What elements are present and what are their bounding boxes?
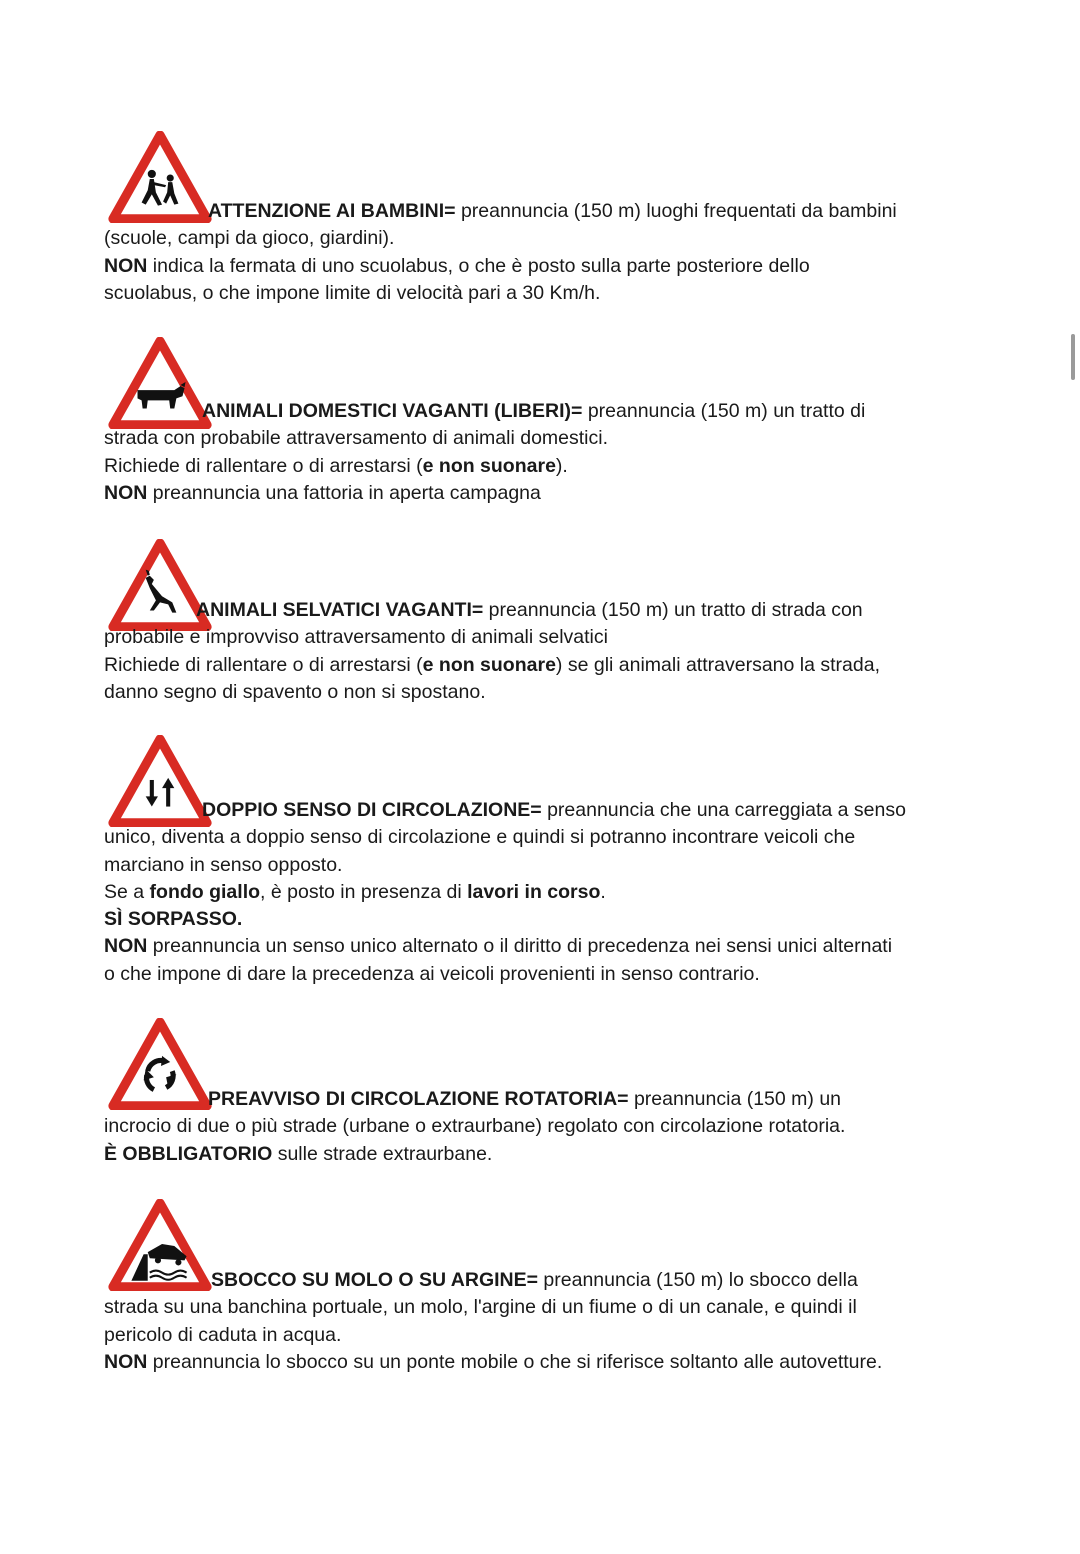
text-line bbox=[104, 398, 865, 425]
text-run: danno segno di spavento o non si spostano. bbox=[104, 680, 486, 703]
text-run: sulle strade extraurbane. bbox=[272, 1142, 493, 1165]
text-run: o che impone di dare la precedenza ai veicoli provenienti in senso contrario. bbox=[104, 962, 760, 985]
text-run: strada su una banchina portuale, un molo, l'argine di un fiume o di un canale, e quindi il bbox=[104, 1296, 857, 1319]
bold-text: ANIMALI SELVATICI VAGANTI= bbox=[196, 599, 484, 621]
text-run: preannuncia (150 m) un bbox=[628, 1088, 842, 1110]
text-run: scuolabus, o che impone limite di velocità pari a 30 Km/h. bbox=[104, 281, 601, 304]
text-line bbox=[104, 1086, 845, 1113]
section-roundabout-text bbox=[104, 1086, 845, 1168]
text-line bbox=[104, 1322, 882, 1349]
text-run: unico, diventa a doppio senso di circolazione e quindi si potranno incontrare veicoli che bbox=[104, 826, 856, 849]
bold-text: NON bbox=[104, 254, 148, 277]
text-line bbox=[104, 679, 880, 706]
text-line bbox=[104, 652, 880, 679]
text-line bbox=[104, 198, 897, 225]
section-domestic-animals-text bbox=[104, 398, 865, 507]
bold-text: PREAVVISO DI CIRCOLAZIONE ROTATORIA= bbox=[208, 1088, 629, 1110]
text-run: Richiede di rallentare o di arrestarsi ( bbox=[104, 454, 423, 477]
text-line bbox=[104, 961, 906, 988]
text-run: (scuole, campi da gioco, giardini). bbox=[104, 227, 395, 250]
text-line bbox=[104, 824, 906, 851]
text-run: probabile e improvviso attraversamento di animali selvatici bbox=[104, 626, 608, 649]
text-run: pericolo di caduta in acqua. bbox=[104, 1323, 342, 1346]
text-line bbox=[104, 453, 865, 480]
section-children-text bbox=[104, 198, 897, 307]
text-run: . bbox=[600, 880, 606, 903]
text-line bbox=[104, 225, 897, 252]
text-run: ) se gli animali attraversano la strada, bbox=[555, 653, 880, 676]
text-line bbox=[104, 852, 906, 879]
bold-text: fondo giallo bbox=[149, 880, 261, 903]
text-run: preannuncia (150 m) un tratto di strada con bbox=[483, 599, 863, 621]
bold-text: NON bbox=[104, 1350, 148, 1373]
text-line bbox=[104, 425, 865, 452]
bold-text: È OBBLIGATORIO bbox=[104, 1142, 273, 1165]
text-run: strada con probabile attraversamento di animali domestici. bbox=[104, 427, 609, 450]
text-line bbox=[104, 1349, 882, 1376]
text-run: preannuncia (150 m) luoghi frequentati da bambini bbox=[455, 200, 897, 222]
bold-text: ATTENZIONE AI BAMBINI= bbox=[208, 200, 456, 222]
bold-text: NON bbox=[104, 481, 148, 504]
text-run: preannuncia (150 m) lo sbocco della bbox=[538, 1269, 858, 1291]
text-run: Richiede di rallentare o di arrestarsi ( bbox=[104, 653, 423, 676]
section-quayside-text bbox=[104, 1267, 882, 1376]
text-line bbox=[104, 1294, 882, 1321]
bold-text: e non suonare bbox=[422, 653, 556, 676]
text-line bbox=[104, 1113, 845, 1140]
bold-text: DOPPIO SENSO DI CIRCOLAZIONE= bbox=[202, 799, 542, 821]
text-run: incrocio di due o più strade (urbane o extraurbane) regolato con circolazione rotatoria. bbox=[104, 1115, 846, 1138]
text-run: preannuncia un senso unico alternato o il diritto di precedenza nei sensi unici alternati bbox=[147, 935, 893, 958]
section-two-way-traffic-text bbox=[104, 797, 906, 988]
text-line bbox=[104, 624, 880, 651]
page-scrollbar[interactable] bbox=[1071, 334, 1075, 380]
text-line bbox=[104, 253, 897, 280]
text-line bbox=[104, 797, 906, 824]
text-line bbox=[104, 1141, 845, 1168]
text-line bbox=[104, 280, 897, 307]
section-wild-animals-text bbox=[104, 597, 880, 706]
text-line bbox=[104, 906, 906, 933]
text-line bbox=[104, 879, 906, 906]
bold-text: NON bbox=[104, 935, 148, 958]
text-line bbox=[104, 933, 906, 960]
bold-text: SÌ SORPASSO. bbox=[104, 908, 243, 931]
text-run: preannuncia lo sbocco su un ponte mobile o che si riferisce soltanto alle autovetture. bbox=[147, 1350, 883, 1373]
text-line bbox=[104, 597, 880, 624]
text-line bbox=[104, 1267, 882, 1294]
text-run: preannuncia (150 m) un tratto di bbox=[582, 400, 866, 422]
text-run: indica la fermata di uno scuolabus, o che è posto sulla parte posteriore dello bbox=[147, 254, 810, 277]
text-run: marciano in senso opposto. bbox=[104, 853, 343, 876]
text-run: , è posto in presenza di bbox=[260, 880, 468, 903]
text-run: preannuncia una fattoria in aperta campagna bbox=[147, 481, 541, 504]
text-run: Se a bbox=[104, 880, 150, 903]
bold-text: e non suonare bbox=[422, 454, 556, 477]
bold-text: ANIMALI DOMESTICI VAGANTI (LIBERI)= bbox=[202, 400, 583, 422]
text-line bbox=[104, 480, 865, 507]
bold-text: lavori in corso bbox=[467, 880, 601, 903]
text-run: ). bbox=[555, 454, 568, 477]
text-run: preannuncia che una carreggiata a senso bbox=[541, 799, 906, 821]
bold-text: SBOCCO SU MOLO O SU ARGINE= bbox=[211, 1269, 539, 1291]
